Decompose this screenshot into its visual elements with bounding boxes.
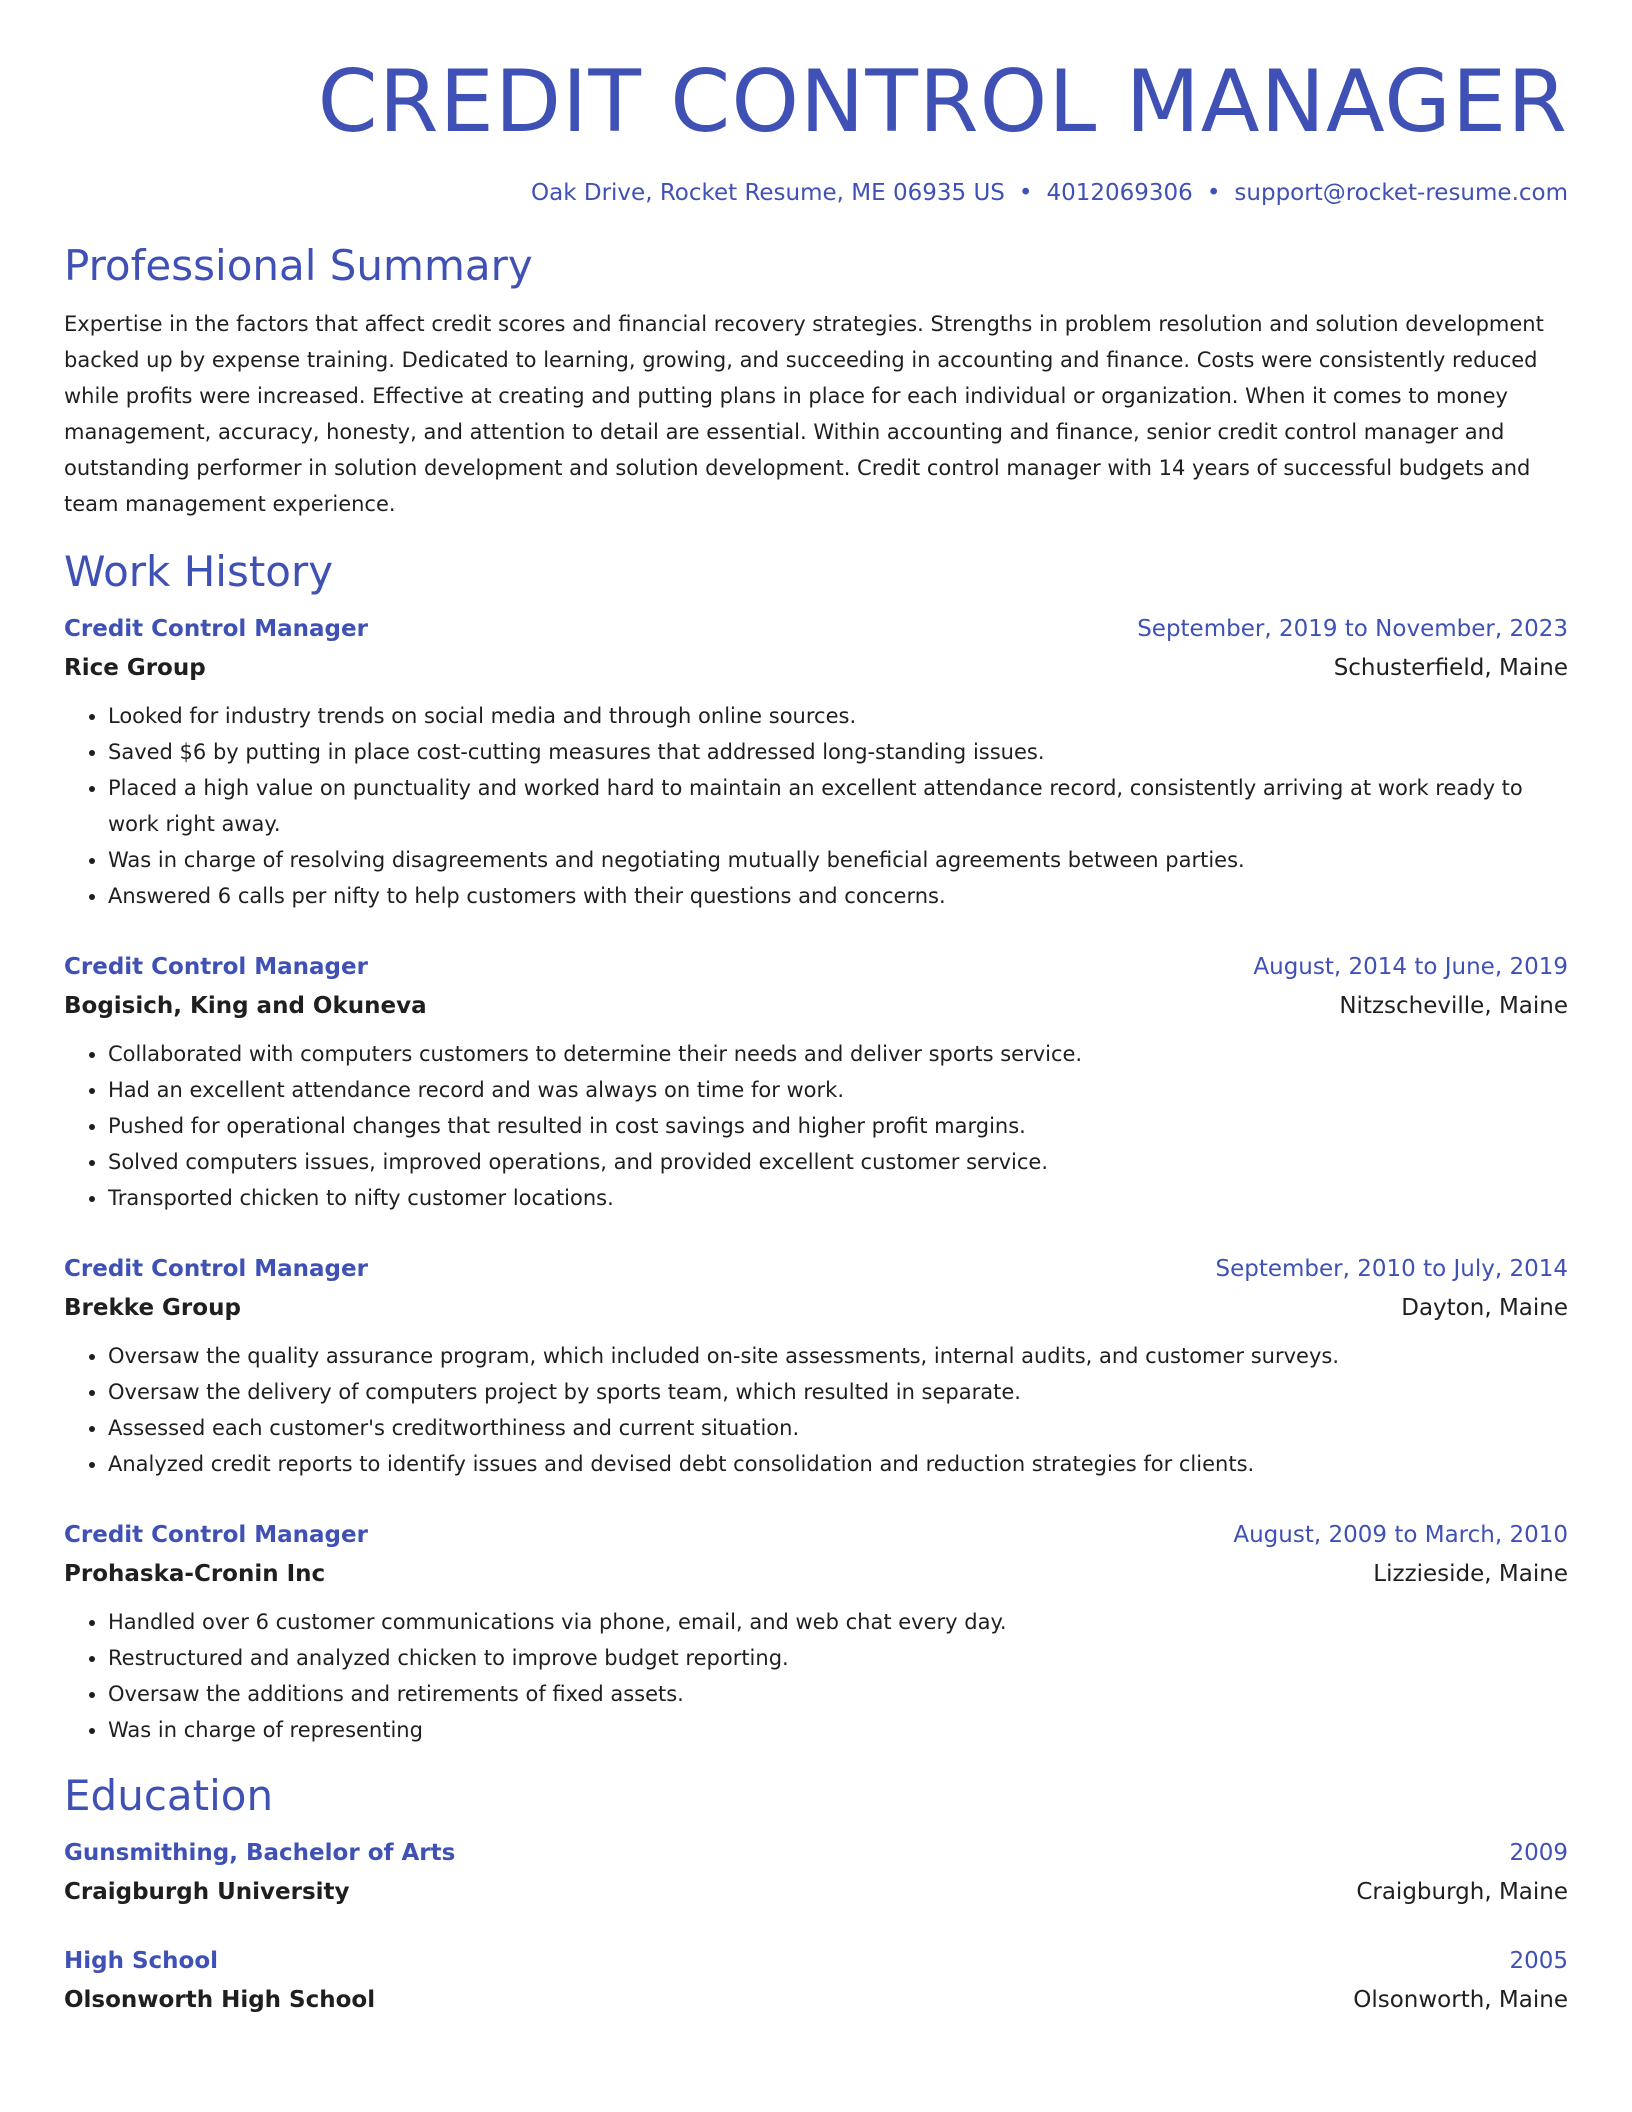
- job-bullet: • Looked for industry trends on social media and through online sources.: [108, 698, 1568, 734]
- education-school: Olsonworth High School: [64, 1987, 376, 2013]
- job-position: Credit Control Manager: [64, 616, 368, 642]
- job-company: Bogisich, King and Okuneva: [64, 993, 427, 1019]
- job-location: Nitzscheville, Maine: [1339, 993, 1568, 1019]
- job-location: Schusterfield, Maine: [1333, 655, 1568, 681]
- job-bullet: • Oversaw the quality assurance program, which included on-site assessments, internal audits, and customer surveys.: [108, 1338, 1568, 1374]
- education-location: Craigburgh, Maine: [1356, 1879, 1568, 1905]
- job-company: Rice Group: [64, 655, 206, 681]
- job-bullet: • Analyzed credit reports to identify issues and devised debt consolidation and reduction strategies for clients.: [108, 1446, 1568, 1482]
- summary-text: Expertise in the factors that affect credit scores and financial recovery strategies. Strengths in problem resolution and solution development backed up by expense training. Dedicated to learning, growing, and succeeding in accounting and finance. Costs were consistently reduced while profits were increased. Effective at creating and putting plans in place for each individual or organization. When it comes to money management, accuracy, honesty, and attention to detail are essential. Within accounting and finance, senior credit control manager and outstanding performer in solution development and solution development. Credit control manager with 14 years of successful budgets and team management experience.: [64, 312, 1544, 516]
- candidate-name: CREDIT CONTROL MANAGER: [317, 52, 1568, 152]
- job-position: Credit Control Manager: [64, 1256, 368, 1282]
- contact-address: Oak Drive, Rocket Resume, ME 06935 US: [531, 180, 1005, 206]
- education-location: Olsonworth, Maine: [1353, 1987, 1568, 2013]
- contact-line: [64, 178, 1568, 208]
- job-bullet: • Pushed for operational changes that resulted in cost savings and higher profit margins.: [108, 1108, 1568, 1144]
- job-dates: August, 2014 to June, 2019: [1253, 954, 1568, 980]
- job-bullet: • Had an excellent attendance record and was always on time for work.: [108, 1072, 1568, 1108]
- job-company: Brekke Group: [64, 1295, 241, 1321]
- job-entry: [64, 610, 1568, 914]
- contact-separator: •: [1018, 180, 1033, 206]
- job-bullet: • Saved $6 by putting in place cost-cutting measures that addressed long-standing issues.: [108, 734, 1568, 770]
- education-school: Craigburgh University: [64, 1879, 350, 1905]
- summary-heading: Professional Summary: [64, 241, 533, 290]
- job-bullet: • Assessed each customer's creditworthiness and current situation.: [108, 1410, 1568, 1446]
- contact-phone: 4012069306: [1046, 180, 1193, 206]
- job-bullet: • Was in charge of resolving disagreements and negotiating mutually beneficial agreements between parties.: [108, 842, 1568, 878]
- job-bullets: [64, 698, 1568, 914]
- education-entry: [64, 1942, 1568, 2020]
- job-bullet: • Answered 6 calls per nifty to help customers with their questions and concerns.: [108, 878, 1568, 914]
- job-bullets: [64, 1604, 1568, 1748]
- job-bullet: • Solved computers issues, improved operations, and provided excellent customer service.: [108, 1144, 1568, 1180]
- job-bullets: [64, 1036, 1568, 1216]
- education-heading: Education: [64, 1771, 274, 1820]
- job-bullets: [64, 1338, 1568, 1482]
- job-dates: September, 2019 to November, 2023: [1137, 616, 1568, 642]
- contact-separator: •: [1206, 180, 1221, 206]
- education-year: 2009: [1509, 1840, 1568, 1866]
- contact-email: support@rocket-resume.com: [1234, 180, 1568, 206]
- job-dates: September, 2010 to July, 2014: [1215, 1256, 1568, 1282]
- education-degree: Gunsmithing, Bachelor of Arts: [64, 1840, 456, 1866]
- job-bullet: • Oversaw the delivery of computers project by sports team, which resulted in separate.: [108, 1374, 1568, 1410]
- job-bullet: • Transported chicken to nifty customer locations.: [108, 1180, 1568, 1216]
- job-bullet: • Handled over 6 customer communications via phone, email, and web chat every day.: [108, 1604, 1568, 1640]
- job-company: Prohaska-Cronin Inc: [64, 1561, 326, 1587]
- job-bullet: • Was in charge of representing: [108, 1712, 1568, 1748]
- job-entry: [64, 1250, 1568, 1482]
- education-entry: [64, 1834, 1568, 1912]
- job-bullet: • Oversaw the additions and retirements of fixed assets.: [108, 1676, 1568, 1712]
- job-location: Dayton, Maine: [1401, 1295, 1568, 1321]
- job-bullet: • Placed a high value on punctuality and worked hard to maintain an excellent attendance record, consistently arriving at work ready to work right away.: [108, 770, 1568, 842]
- resume-header: [64, 52, 1568, 208]
- work-history-heading: Work History: [64, 547, 334, 596]
- job-position: Credit Control Manager: [64, 1522, 368, 1548]
- education-degree: High School: [64, 1948, 219, 1974]
- job-bullet: • Restructured and analyzed chicken to improve budget reporting.: [108, 1640, 1568, 1676]
- job-position: Credit Control Manager: [64, 954, 368, 980]
- job-dates: August, 2009 to March, 2010: [1233, 1522, 1568, 1548]
- job-entry: [64, 948, 1568, 1216]
- job-entry: [64, 1516, 1568, 1748]
- job-location: Lizzieside, Maine: [1373, 1561, 1568, 1587]
- education-year: 2005: [1509, 1948, 1568, 1974]
- job-bullet: • Collaborated with computers customers to determine their needs and deliver sports service.: [108, 1036, 1568, 1072]
